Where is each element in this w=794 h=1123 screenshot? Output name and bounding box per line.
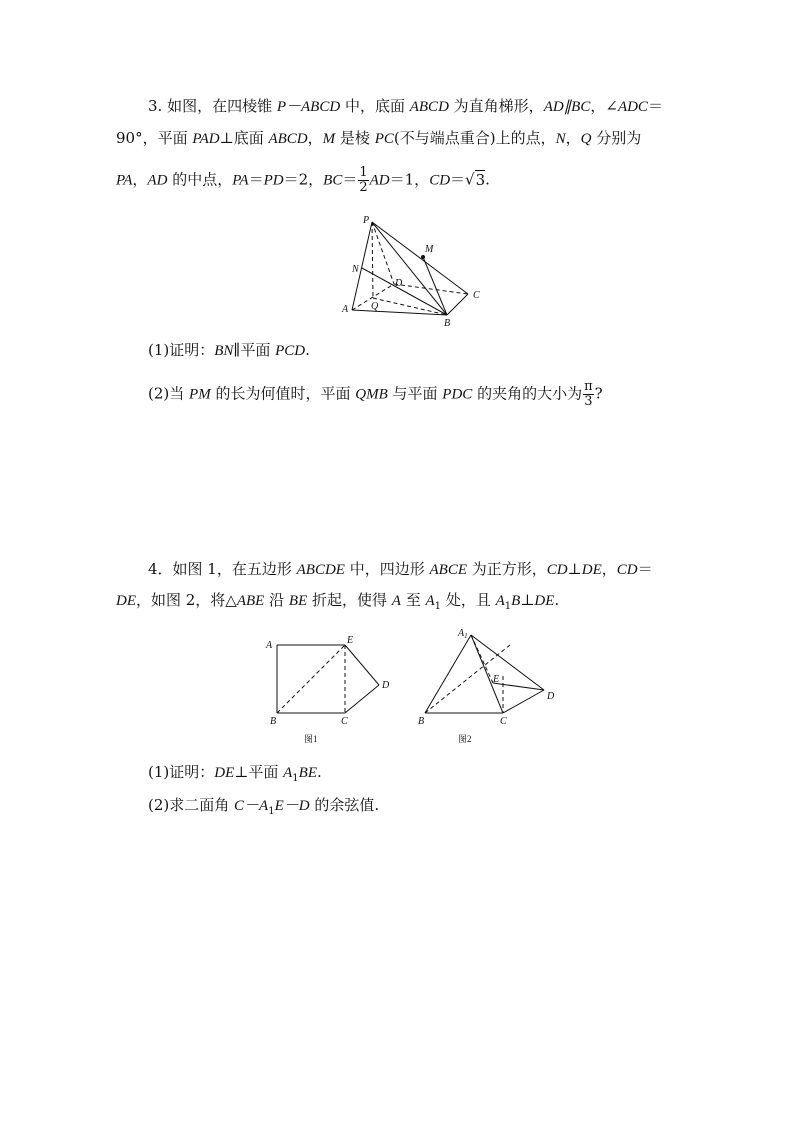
fig1-label-B: B [270,716,277,727]
segment-MB [423,257,447,315]
fig2-edge-CD [503,690,544,713]
p4-line2: DE，如图 2，将△ABE 沿 BE 折起，使得 A 至 $A_1$ 处，且 $A_1B\perp DE$. [116,591,560,612]
label-Q: Q [371,301,379,312]
label-N: N [352,264,359,275]
p3-line2: 90°，平面 PAD⊥底面 ABCD，M 是棱 PC(不与端点重合)上的点，N，Q 分别为 [116,129,642,147]
fig1-label-C: C [341,716,348,727]
label-D: D [395,278,403,289]
p3-line1: 3. 如图，在四棱锥 P－ABCD 中，底面 ABCD 为直角梯形，AD∥BC，∠ADC＝ [148,97,663,115]
fig1-edge-ED [345,645,379,685]
edge-PB [372,222,447,315]
fig2-label-E: E [493,674,500,685]
fig2-label-D: D [547,691,555,702]
p4-figure1 [262,632,398,748]
p4-question1: (1)证明：DE⊥平面 $A_1BE$. [148,763,322,784]
fig2-label-B: B [418,716,425,727]
p4-question2: (2)求二面角 $C-A_1E-D$ 的余弦值. [148,796,380,817]
fig1-label-A: A [266,640,273,651]
fraction-pi-third: $\frac{\pi}{3}$ [584,379,593,409]
fig1-dashed-BE [277,645,345,713]
p4-line1: 4．如图 1，在五边形 ABCDE 中，四边形 ABCE 为正方形，CD⊥DE，CD＝ [148,560,653,578]
segment-PQ-hidden [372,222,373,298]
label-M: M [425,244,434,255]
fig2-label-A: $A_1$ [458,628,468,640]
fig1-label-D: D [382,680,390,691]
label-C: C [473,290,480,301]
fig2-edge-A1B [425,635,471,713]
fig2-label-C: C [500,716,507,727]
point-M [421,255,425,259]
fig2-dashed-A1E [471,635,493,683]
fig1-edge-CD [345,685,379,713]
fig1-caption: 图1 [304,734,318,744]
edge-PD-hidden [372,222,394,284]
p3-pyramid-figure [335,212,495,330]
fig1-label-E: E [347,635,354,646]
p3-question1: (1)证明：BN∥平面 PCD. [148,341,310,359]
edge-AB [352,310,447,315]
fraction-one-half: $\frac{1}{2}$ [359,165,368,195]
p4-figure2 [414,624,564,748]
label-A: A [342,304,349,315]
edge-PC [372,222,468,294]
p3-line3: PA，AD 的中点，PA＝PD＝2，BC＝ $\frac{1}{2}$ AD＝1，CD＝√3. [116,165,490,195]
edge-BC [447,294,468,315]
p3-question2: (2)当 PM 的长为何值时，平面 QMB 与平面 PDC 的夹角的大小为 $\frac{\pi}{3}$ ? [148,379,603,409]
label-B: B [444,318,451,329]
fig2-caption: 图2 [458,734,472,744]
label-P: P [363,215,370,226]
